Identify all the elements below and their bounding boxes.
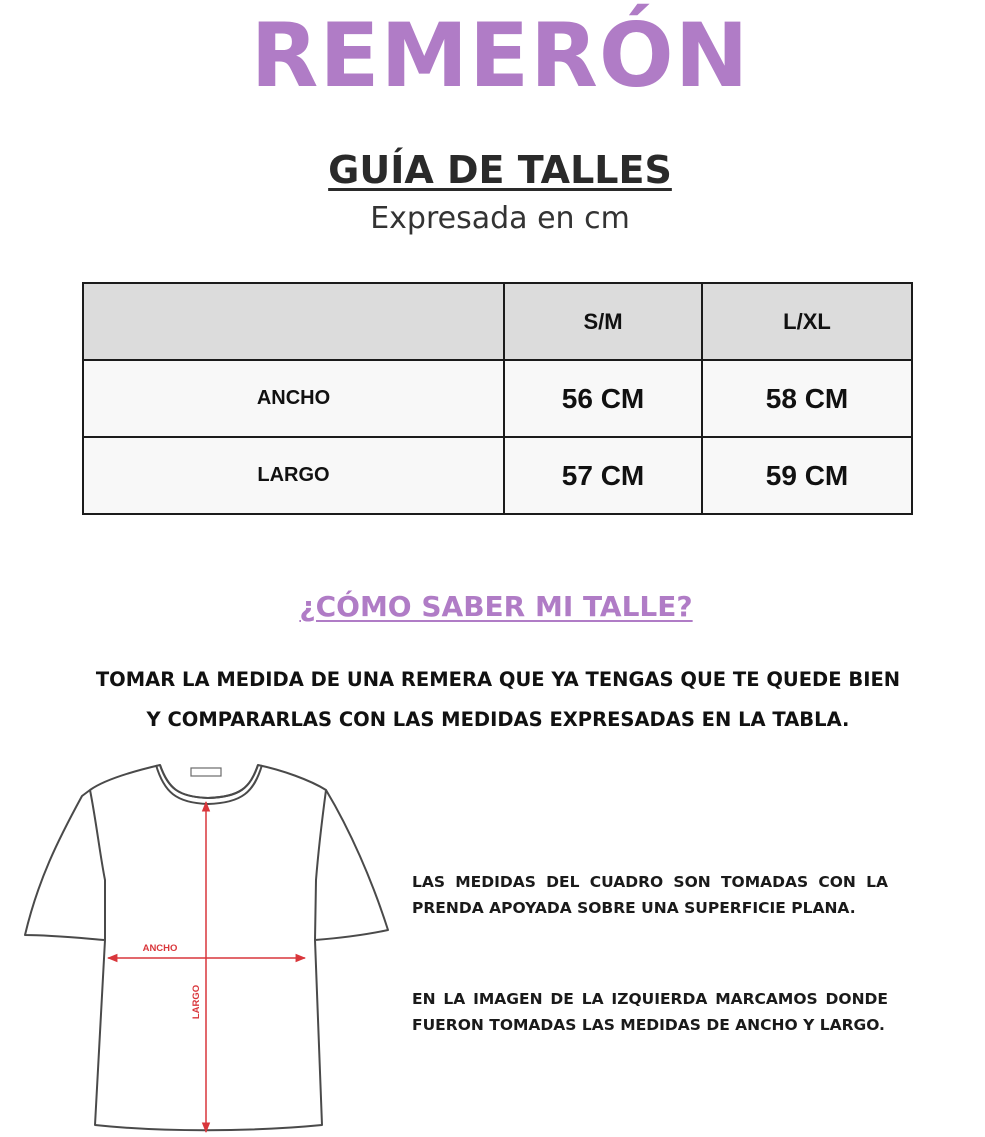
largo-sm-value: 57 CM <box>504 437 702 514</box>
size-guide-subtitle: Expresada en cm <box>370 201 630 236</box>
t-shirt-outline-icon <box>0 740 400 1137</box>
table-row <box>83 437 912 514</box>
ancho-lxl-value: 58 CM <box>702 360 912 437</box>
how-to-line-1: TOMAR LA MEDIDA DE UNA REMERA QUE YA TENGAS QUE TE QUEDE BIEN <box>95 668 901 691</box>
brand-title: REMERÓN <box>250 4 750 107</box>
row-label-largo: LARGO <box>83 437 504 514</box>
ancho-label: ANCHO <box>142 943 178 954</box>
how-to-instructions <box>60 660 936 740</box>
row-label-ancho: ANCHO <box>83 360 504 437</box>
how-to-title: ¿CÓMO SABER MI TALLE? <box>299 590 693 623</box>
header-size-sm: S/M <box>504 283 702 360</box>
table-row <box>83 360 912 437</box>
size-table <box>82 282 913 515</box>
size-guide-title: GUÍA DE TALLES <box>328 148 672 192</box>
largo-label: LARGO <box>191 984 202 1020</box>
size-table-header-row <box>83 283 912 360</box>
note-measure-points: EN LA IMAGEN DE LA IZQUIERDA MARCAMOS DONDE FUERON TOMADAS LAS MEDIDAS DE ANCHO Y LARGO. <box>412 990 888 1034</box>
ancho-sm-value: 56 CM <box>504 360 702 437</box>
header-size-lxl: L/XL <box>702 283 912 360</box>
header-empty-cell <box>83 283 504 360</box>
largo-lxl-value: 59 CM <box>702 437 912 514</box>
neck-label <box>191 768 221 776</box>
how-to-line-2: Y COMPARARLAS CON LAS MEDIDAS EXPRESADAS EN LA TABLA. <box>146 708 850 731</box>
note-flat-surface: LAS MEDIDAS DEL CUADRO SON TOMADAS CON LA PRENDA APOYADA SOBRE UNA SUPERFICIE PLANA. <box>412 873 888 917</box>
